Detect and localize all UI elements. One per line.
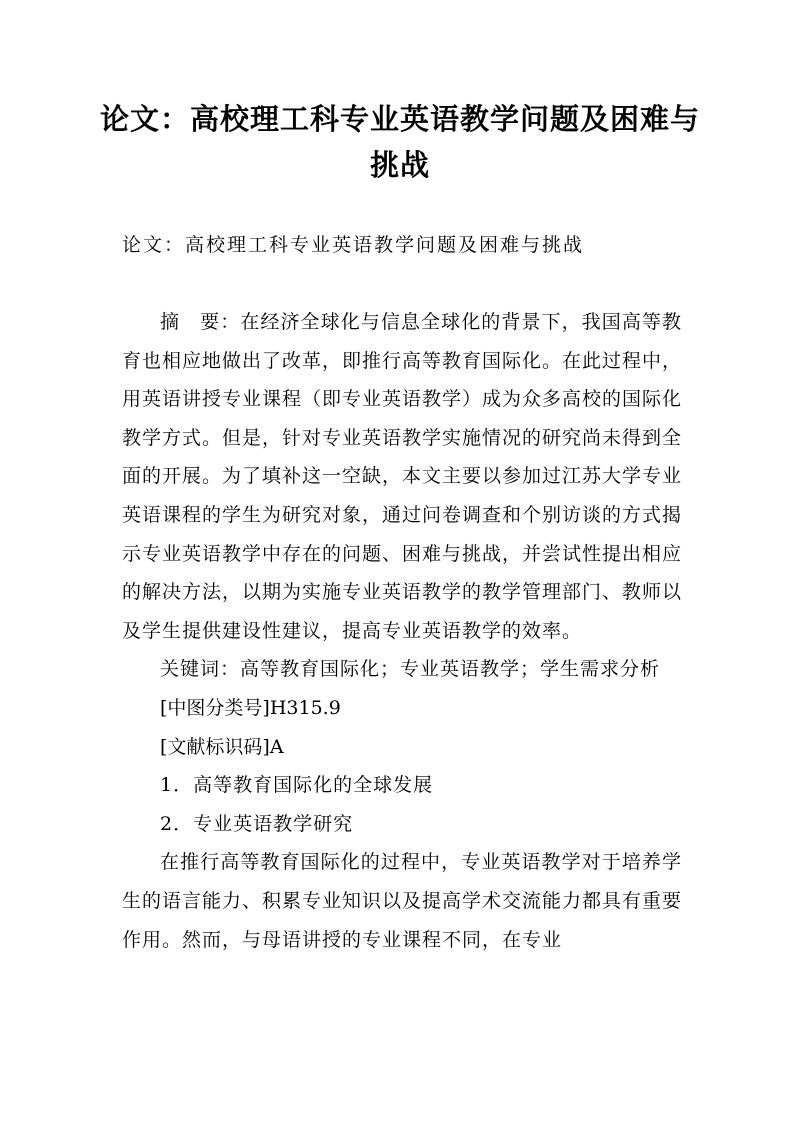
document-title: 论文：高校理工科专业英语教学问题及困难与挑战 <box>100 102 701 182</box>
document-body <box>122 303 682 959</box>
abstract-paragraph: 摘 要：在经济全球化与信息全球化的背景下，我国高等教育也相应地做出了改革，即推行高等教育国际化。在此过程中，用英语讲授专业课程（即专业英语教学）成为众多高校的国际化教学方式。但是，针对专业英语教学实施情况的研究尚未得到全面的开展。为了填补这一空缺，本文主要以参加过江苏大学专业英语课程的学生为研究对象，通过问卷调查和个别访谈的方式揭示专业英语教学中存在的问题、困难与挑战，并尝试性提出相应的解决方法，以期为实施专业英语教学的教学管理部门、教师以及学生提供建设性建议，提高专业英语教学的效率。 <box>122 311 683 642</box>
section-heading-2: 2．专业英语教学研究 <box>160 812 354 835</box>
section-heading-1: 1．高等教育国际化的全球发展 <box>160 774 434 797</box>
body-paragraph: 在推行高等教育国际化的过程中，专业英语教学对于培养学生的语言能力、积累专业知识以及提高学术交流能力都具有重要作用。然而，与母语讲授的专业课程不同，在专业 <box>122 851 683 951</box>
document-code: [文献标识码]A <box>160 735 284 758</box>
classification-number: [中图分类号]H315.9 <box>160 696 341 719</box>
document-subtitle: 论文：高校理工科专业英语教学问题及困难与挑战 <box>122 234 585 256</box>
keywords-paragraph: 关键词：高等教育国际化；专业英语教学；学生需求分析 <box>160 658 661 681</box>
